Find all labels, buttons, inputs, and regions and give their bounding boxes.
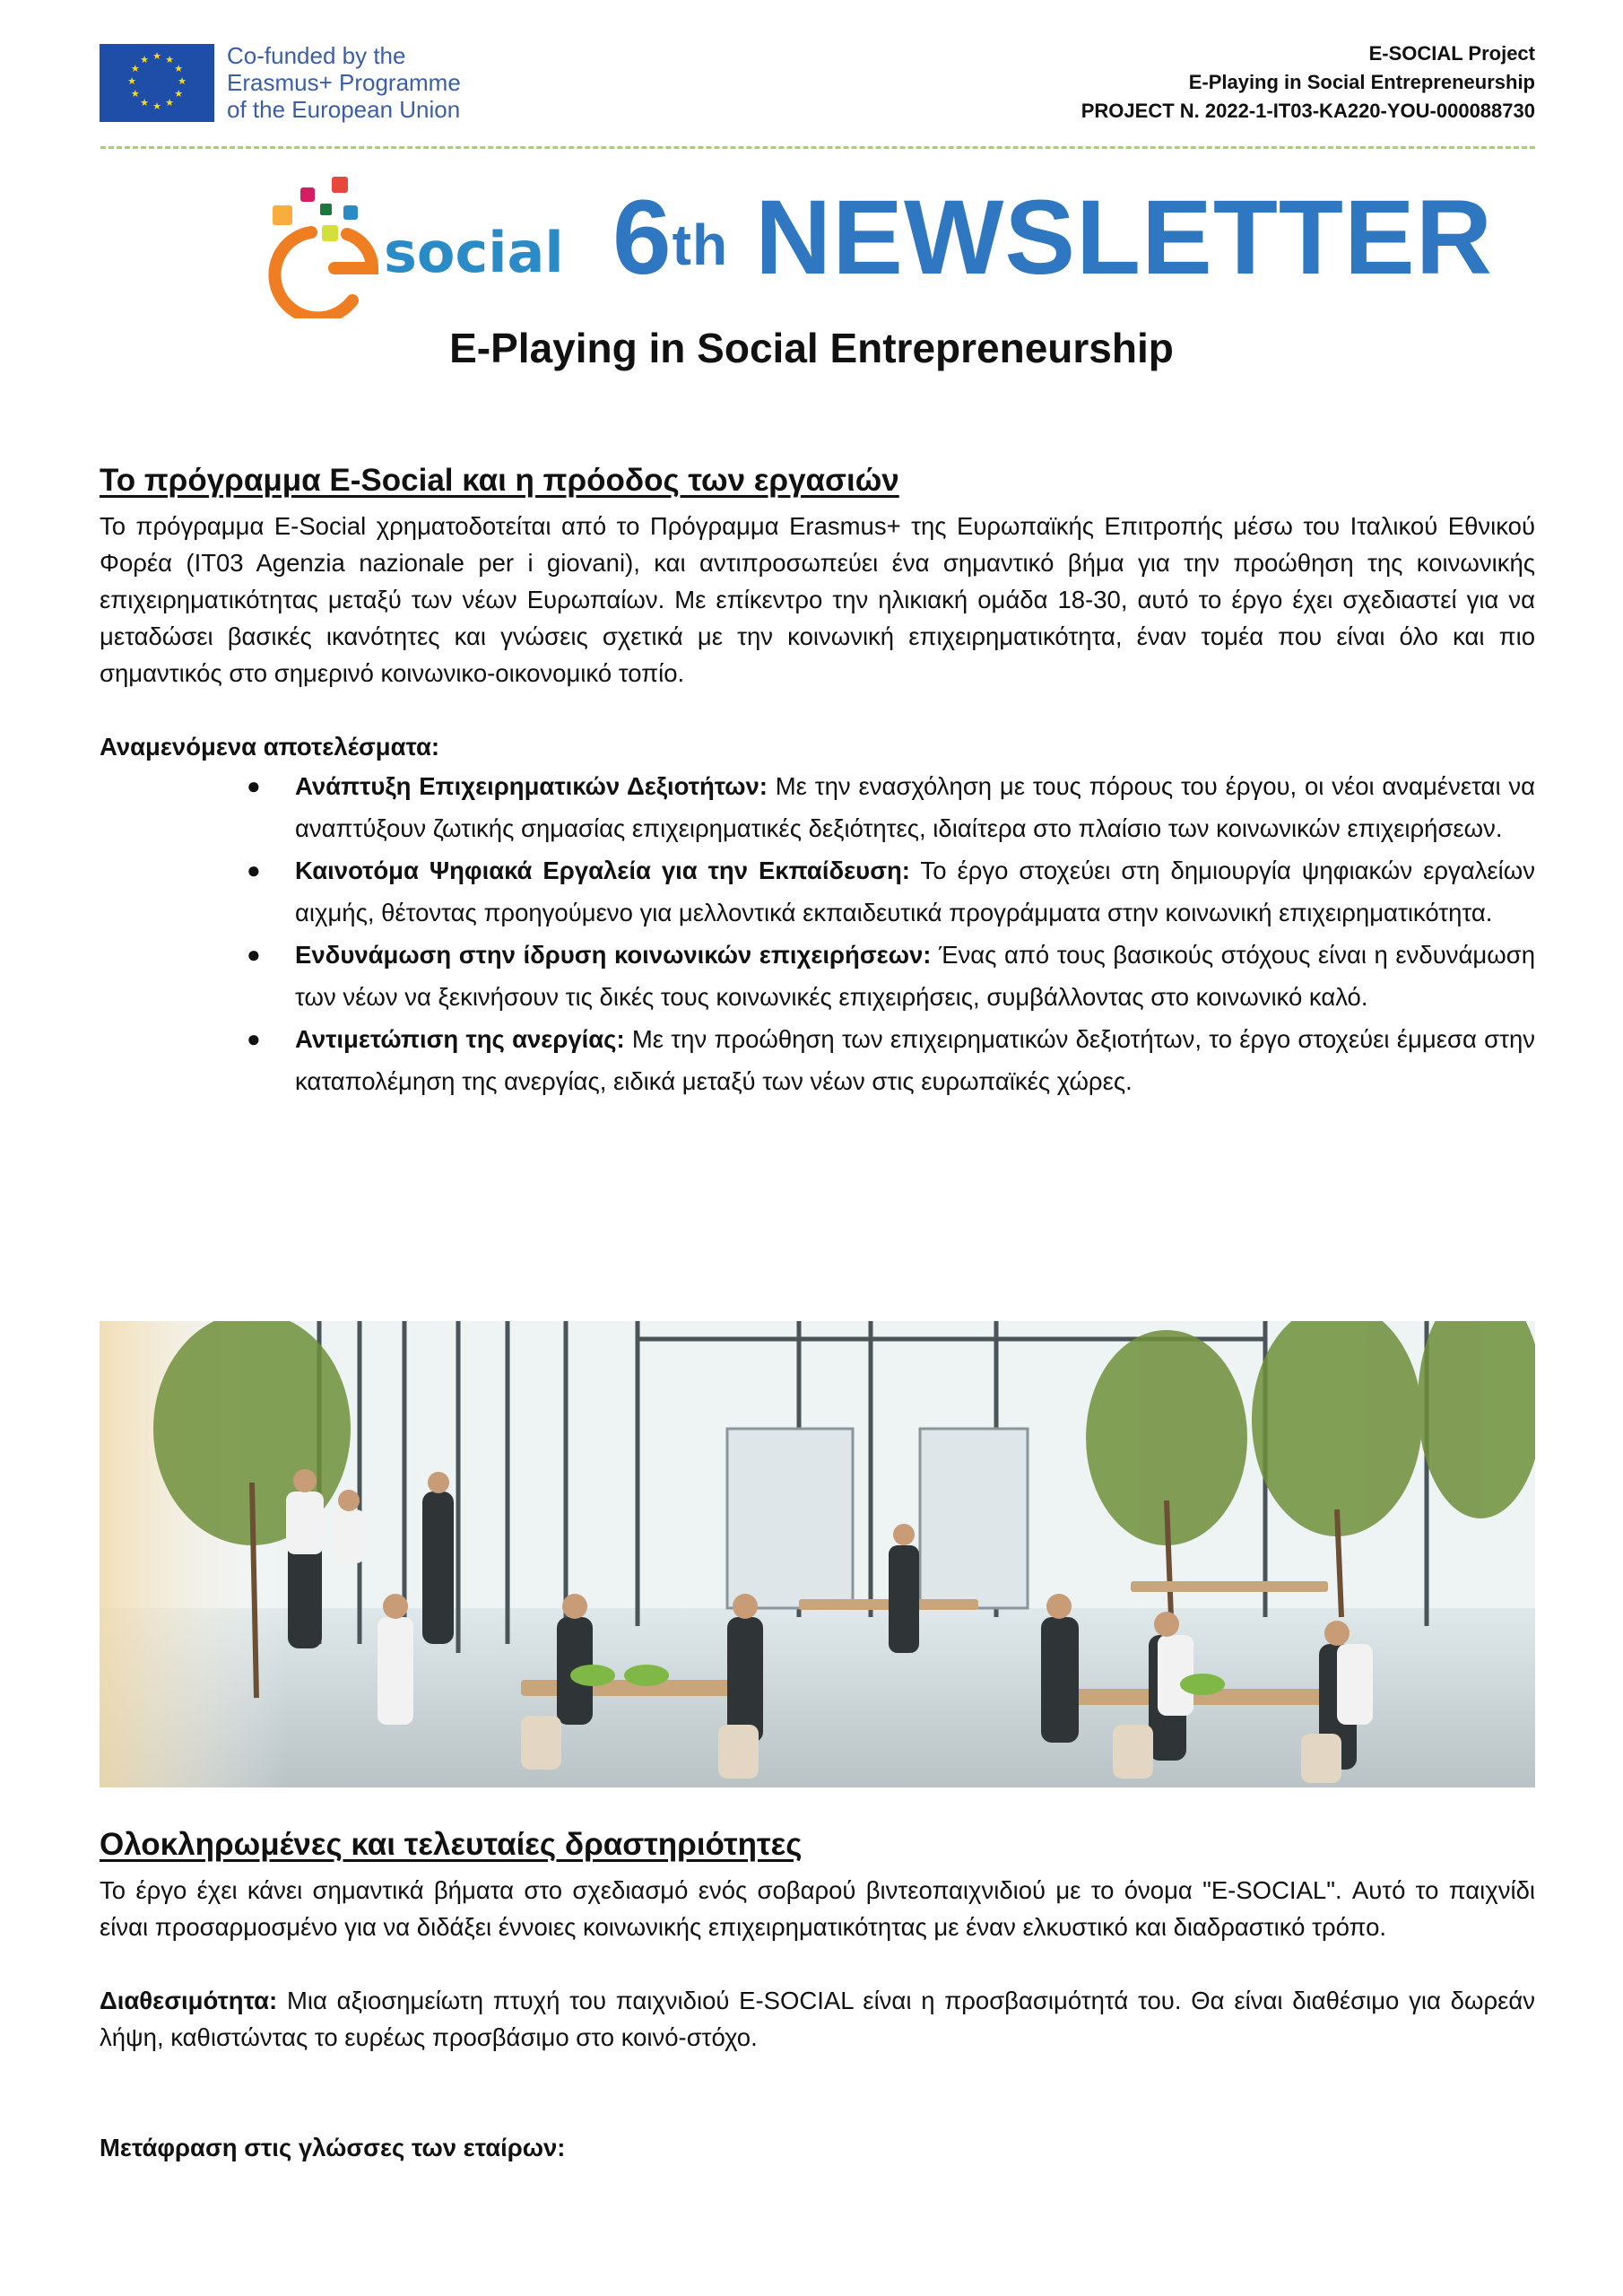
coworking-illustration <box>100 1321 1535 1787</box>
eu-cofunded-logo <box>100 42 461 123</box>
eu-star-icon: ★ <box>130 89 140 100</box>
availability-paragraph <box>100 1982 1535 2056</box>
subtitle-text: E-Playing in Social Entrepreneurship <box>449 325 1174 371</box>
logo-square-lime <box>322 225 338 241</box>
eu-star-icon: ★ <box>130 64 140 74</box>
outcome-title: Ανάπτυξη Επιχειρηματικών Δεξιοτήτων: <box>295 772 768 800</box>
logo-square-green <box>320 204 332 215</box>
outcome-item <box>100 1018 1535 1102</box>
newsletter-ordinal: th <box>672 213 729 277</box>
logo-e-arc <box>274 232 352 317</box>
eu-star-icon: ★ <box>174 64 184 74</box>
eu-star-icon: ★ <box>127 76 136 87</box>
eu-text-line: Co-funded by the <box>227 42 406 69</box>
project-info <box>1081 39 1535 126</box>
coworking-photo <box>100 1321 1535 1787</box>
eu-star-icon: ★ <box>140 54 149 65</box>
section-paragraph: Το έργο έχει κάνει σημαντικά βήματα στο σχεδιασμό ενός σοβαρού βιντεοπαιχνιδιού με το όνομα "E-SOCIAL". Αυτό το παιχνίδι είναι προσαρμοσμένο για να διδάξει έννοιες κοινωνικής επιχειρηματικότητας με έναν ελκυστικό και διαδραστικό τρόπο. <box>100 1876 1535 1941</box>
screen-panel <box>727 1429 853 1608</box>
outcome-text: Με την ενασχόληση με τους πόρους του έργου, οι νέοι αναμένεται να αναπτύξουν ζωτικής σημασίας επιχειρηματικές δεξιότητες, ιδιαίτερα στο πλαίσιο των κοινωνικών επιχειρήσεων. <box>295 772 1536 842</box>
bullet-icon: ● <box>247 857 261 883</box>
project-number: PROJECT N. 2022-1-IT03-KA220-YOU-000088730 <box>1081 100 1535 122</box>
outcome-item <box>100 849 1535 934</box>
logo-square-magenta <box>300 187 315 202</box>
section-heading: Το πρόγραμμα E-Social και η πρόοδος των εργασιών <box>100 463 899 498</box>
translation-label: Μετάφραση στις γλώσσες των εταίρων: <box>100 2134 566 2161</box>
outcomes-list <box>100 765 1535 1102</box>
availability-label: Διαθεσιμότητα: <box>100 1987 278 2014</box>
outcome-item <box>100 765 1535 849</box>
outcome-text: Το έργο στοχεύει στη δημιουργία ψηφιακών εργαλείων αιχμής, θέτοντας προηγούμενο για μελλοντικά εκπαιδευτικά προγράμματα στην κοινωνική επιχειρηματικότητα. <box>295 857 1535 926</box>
bullet-icon: ● <box>247 772 261 799</box>
eu-star-icon: ★ <box>174 89 184 100</box>
logo-text: social <box>384 220 564 285</box>
eu-cofunded-text <box>227 42 461 123</box>
eu-text-line: Erasmus+ Programme <box>227 69 461 96</box>
esocial-logo-icon <box>265 175 569 318</box>
newsletter-word: NEWSLETTER <box>755 178 1493 297</box>
eu-star-icon: ★ <box>152 101 161 112</box>
eu-flag-icon <box>100 44 214 122</box>
outcome-text: Με την προώθηση των επιχειρηματικών δεξιοτήτων, το έργο στοχεύει έμμεσα στην καταπολέμηση της ανεργίας, ειδικά μεταξύ των νέων στις ευρωπαϊκές χώρες. <box>295 1025 1535 1095</box>
logo-square-blue <box>343 205 358 220</box>
eu-star-icon: ★ <box>165 98 174 109</box>
header-divider <box>100 146 1535 149</box>
eu-star-icon: ★ <box>165 54 174 65</box>
outcome-title: Καινοτόμα Ψηφιακά Εργαλεία για την Εκπαίδευση: <box>295 857 910 884</box>
section-paragraph: Το πρόγραμμα E-Social χρηματοδοτείται από το Πρόγραμμα Erasmus+ της Ευρωπαϊκής Επιτροπής μέσω του Ιταλικού Εθνικού Φορέα (IT03 Agenzia nazionale per i giovani), και αντιπροσωπεύει ένα σημαντικό βήμα για την προώθηση της κοινωνικής επιχειρηματικότητας μεταξύ των νέων Ευρωπαίων. Με επίκεντρο την ηλικιακή ομάδα 18-30, αυτό το έργο έχει σχεδιαστεί για να μεταδώσει βασικές ικανότητες και γνώσεις σχετικά με την κοινωνική επιχειρηματικότητα, έναν τομέα που είναι όλο και πιο σημαντικός στο σημερινό κοινωνικο-οικονομικό τοπίο. <box>100 512 1535 687</box>
outcome-title: Αντιμετώπιση της ανεργίας: <box>295 1025 625 1053</box>
project-subtitle: E-Playing in Social Entrepreneurship <box>1188 71 1535 93</box>
logo-e-bar <box>334 234 372 268</box>
newsletter-number: 6 <box>612 178 673 297</box>
bullet-icon: ● <box>247 1025 261 1052</box>
outcomes-label: Αναμενόμενα αποτελέσματα: <box>100 733 440 761</box>
newsletter-subtitle <box>0 321 1623 375</box>
section-activities <box>100 1823 1535 2166</box>
outcome-item <box>100 934 1535 1018</box>
logo-square-orange <box>273 205 292 225</box>
section-heading: Ολοκληρωμένες και τελευταίες δραστηριότητες <box>100 1827 803 1862</box>
newsletter-title <box>612 170 1493 305</box>
eu-text-line: of the European Union <box>227 96 461 123</box>
outcome-title: Ενδυνάμωση στην ίδρυση κοινωνικών επιχειρήσεων: <box>295 941 932 969</box>
eu-star-icon: ★ <box>152 51 161 62</box>
project-name: E-SOCIAL Project <box>1368 42 1535 65</box>
bullet-icon: ● <box>247 941 261 968</box>
section-project-progress <box>100 459 1535 1102</box>
eu-star-icon: ★ <box>140 98 149 109</box>
outcome-text: Ένας από τους βασικούς στόχους είναι η ενδυνάμωση των νέων να ξεκινήσουν τις δικές τους κοινωνικές επιχειρήσεις, συμβάλλοντας στο κοινωνικό καλό. <box>295 941 1535 1011</box>
availability-text: Μια αξιοσημείωτη πτυχή του παιχνιδιού E-SOCIAL είναι η προσβασιμότητά του. Θα είναι διαθέσιμο για δωρεάν λήψη, καθιστώντας το ευρέως προσβάσιμο στο κοινό-στόχο. <box>100 1987 1535 2051</box>
logo-square-red <box>332 177 348 193</box>
screen-panel <box>920 1429 1028 1608</box>
eu-star-icon: ★ <box>178 76 187 87</box>
